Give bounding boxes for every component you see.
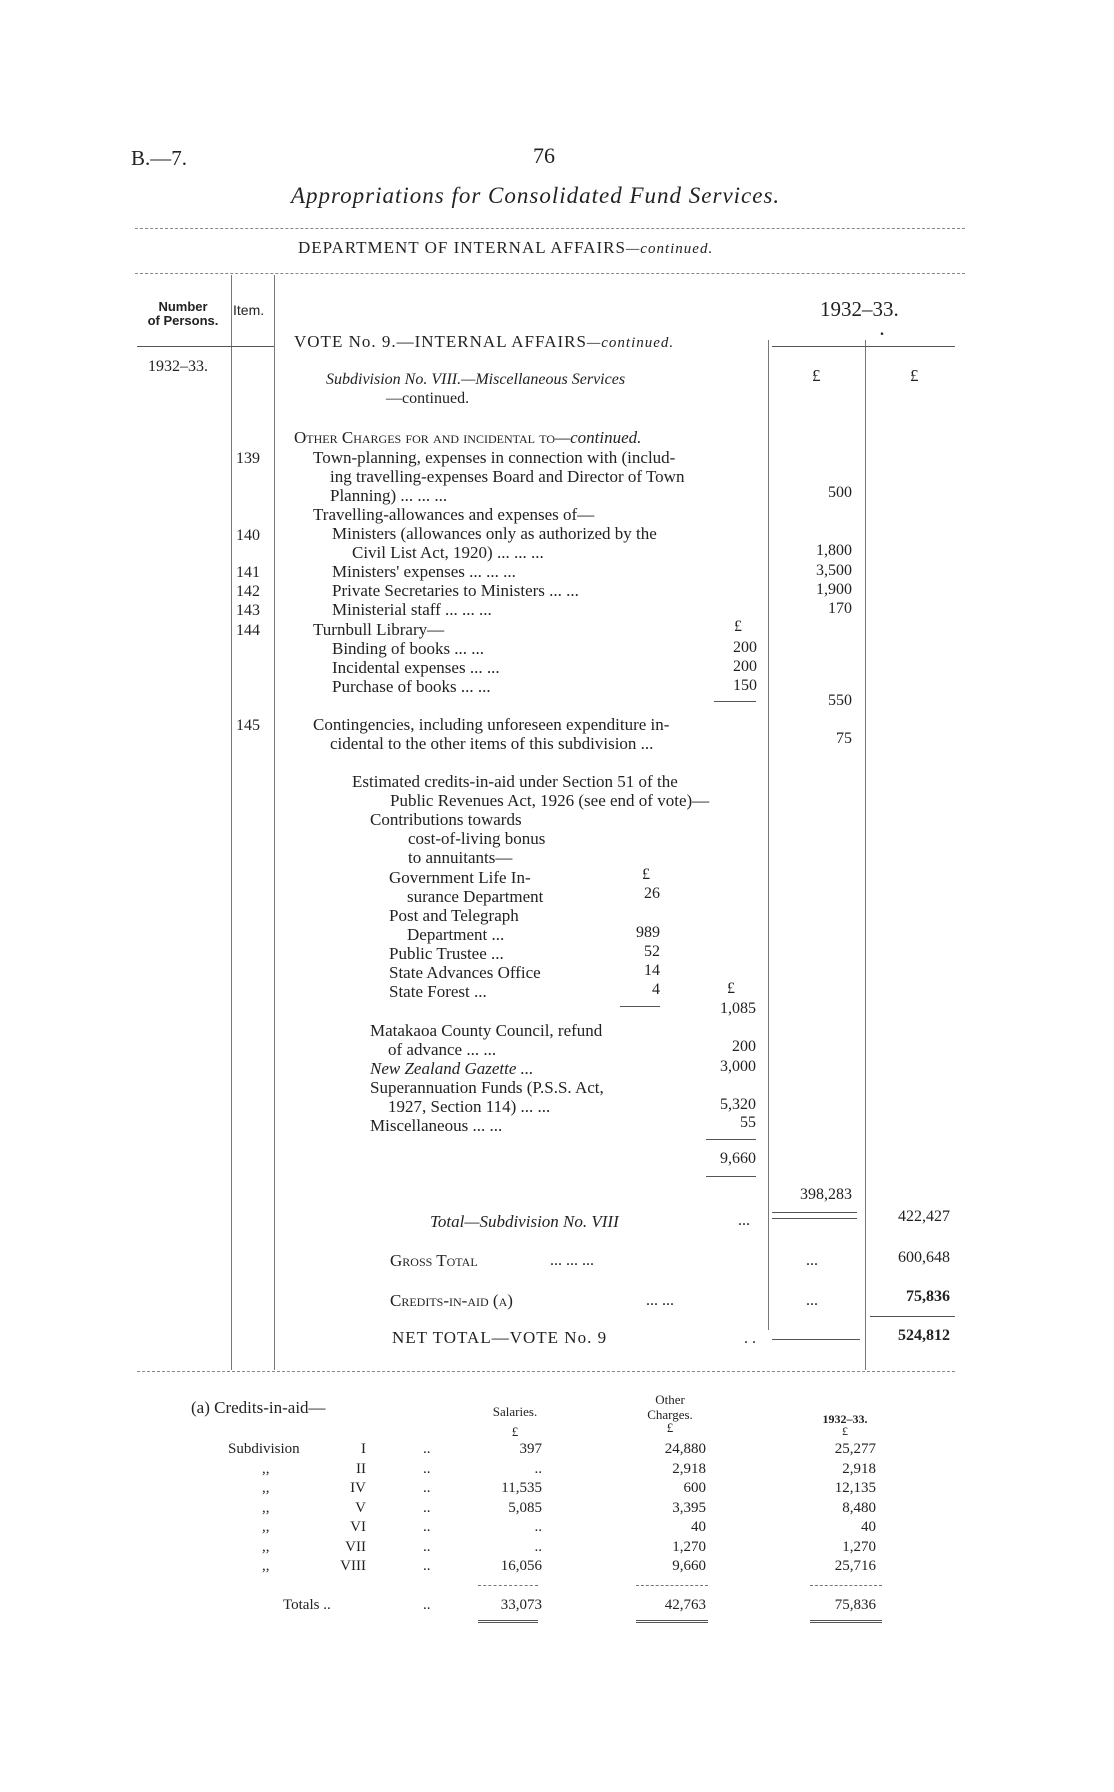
sum-column-1-rule	[772, 1212, 857, 1213]
footnote-totals-label: Totals ..	[283, 1597, 331, 1613]
footnote-year-value: 2,918	[842, 1461, 876, 1477]
footnote-subdivision-number: VI	[350, 1519, 366, 1535]
item-140-line-2: Civil List Act, 1920) ... ... ...	[352, 543, 544, 562]
footnote-subdivision-number: II	[356, 1461, 366, 1477]
turnbull-total: 550	[828, 692, 852, 709]
table-bottom-rule	[137, 1371, 955, 1372]
contribution-advances-amount: 14	[644, 962, 660, 979]
vote-title	[294, 332, 674, 352]
footnote-other-value: 1,270	[672, 1539, 706, 1555]
net-total-col1-rule	[772, 1339, 860, 1340]
footnote-ditto: ,,	[262, 1519, 270, 1535]
subdivision-line-2: —continued.	[386, 390, 470, 407]
footnote-totals-salaries: 33,073	[500, 1597, 542, 1613]
footnote-year-value: 25,716	[834, 1558, 876, 1574]
amount-column-rule-1	[768, 340, 769, 1330]
contribution-trustee-amount: 52	[644, 943, 660, 960]
contribution-forest-amount: 4	[652, 981, 660, 998]
footnote-salaries-value: 397	[519, 1441, 542, 1457]
item-number-139: 139	[236, 450, 260, 467]
credit-miscellaneous: Miscellaneous ... ...	[370, 1116, 503, 1135]
contributions-currency: £	[642, 866, 650, 883]
item-145-amount: 75	[836, 730, 852, 747]
item-145-line-1: Contingencies, including unforeseen expenditure in-	[313, 715, 670, 734]
credit-matakaoa-line-2: of advance ... ...	[388, 1040, 497, 1059]
footnote-subdivision-label: Subdivision	[228, 1441, 300, 1457]
other-charges-continued: —continued.	[555, 428, 642, 447]
footnote-ditto: ,,	[262, 1539, 270, 1555]
travelling-allowances-label: Travelling-allowances and expenses of—	[313, 505, 595, 524]
turnbull-currency: £	[734, 618, 742, 635]
item-143-amount: 170	[828, 600, 852, 617]
item-column-rule	[274, 275, 275, 1370]
footnote-other-rule	[636, 1585, 708, 1586]
contribution-post	[389, 906, 519, 944]
contribution-post-line-2: Department ...	[407, 925, 505, 944]
credit-matakaoa	[370, 1021, 602, 1059]
subdivision-total-label: Total—Subdivision No. VIII	[430, 1212, 619, 1231]
contribution-forest: State Forest ...	[389, 982, 487, 1001]
footnote-year-rule	[810, 1585, 882, 1586]
item-141-description: Ministers' expenses ... ... ...	[332, 562, 516, 581]
item-144-description: Turnbull Library—	[313, 620, 445, 639]
contribution-gli-line-1: Government Life In-	[389, 868, 531, 887]
gross-total-amount: 600,648	[898, 1249, 950, 1266]
footnote-ditto: ,,	[262, 1461, 270, 1477]
turnbull-sum-rule	[714, 701, 756, 702]
footnote-salaries-value: 5,085	[508, 1500, 542, 1516]
contributions-heading	[370, 810, 545, 867]
footnote-totals-dots: ..	[423, 1597, 431, 1613]
gross-total-dots: ... ... ...	[550, 1252, 594, 1269]
other-charges-label: Other Charges for and incidental to	[294, 428, 556, 447]
net-total-dots: . .	[744, 1330, 756, 1347]
footnote-other-value: 3,395	[672, 1500, 706, 1516]
contributions-line-3: to annuitants—	[408, 848, 513, 867]
footnote-col-other	[615, 1392, 725, 1422]
footnote-totals-year: 75,836	[834, 1597, 876, 1613]
contribution-gli-amount: 26	[644, 885, 660, 902]
footnote-other-value: 9,660	[672, 1558, 706, 1574]
amount-column-rule-2	[865, 340, 866, 1370]
page-number: 76	[533, 143, 555, 168]
item-number-145: 145	[236, 717, 260, 734]
contribution-advances: State Advances Office	[389, 963, 541, 982]
credits-intro-line-2: Public Revenues Act, 1926 (see end of vote)—	[390, 791, 710, 810]
footnote-title: (a) Credits-in-aid—	[191, 1398, 326, 1417]
credit-superannuation-line-1: Superannuation Funds (P.S.S. Act,	[370, 1078, 604, 1097]
contributions-sum-rule	[620, 1006, 660, 1007]
department-name: DEPARTMENT OF INTERNAL AFFAIRS	[298, 238, 626, 257]
header-rule	[135, 228, 965, 229]
persons-heading-line-2: of Persons.	[147, 313, 219, 328]
footnote-salaries-value: ..	[534, 1519, 542, 1535]
credit-miscellaneous-amount: 55	[740, 1114, 756, 1131]
footnote-ditto: ,,	[262, 1480, 270, 1496]
subdivision-line-1: Subdivision No. VIII.—Miscellaneous Services	[326, 371, 626, 388]
footnote-row-dots: ..	[423, 1480, 431, 1496]
turnbull-binding-amount: 200	[733, 639, 757, 656]
persons-year: 1932–33.	[148, 358, 208, 375]
turnbull-purchase-amount: 150	[733, 677, 757, 694]
item-number-142: 142	[236, 583, 260, 600]
turnbull-row-incidental: Incidental expenses ... ...	[332, 658, 500, 677]
sum-column-1-rule-lower	[772, 1218, 857, 1219]
credit-superannuation	[370, 1078, 604, 1116]
credit-gazette-amount: 3,000	[720, 1058, 756, 1075]
contribution-post-amount: 989	[636, 924, 660, 941]
contribution-trustee: Public Trustee ...	[389, 944, 504, 963]
credits-intro-line-1: Estimated credits-in-aid under Section 51 of the	[352, 772, 678, 791]
sum-column-1: 398,283	[800, 1186, 852, 1203]
footnote-cur-salaries: £	[511, 1424, 519, 1439]
item-number-141: 141	[236, 564, 260, 581]
subdivision-heading	[326, 370, 625, 408]
department-continued: —continued.	[625, 241, 714, 257]
item-142-amount: 1,900	[816, 581, 852, 598]
vote-title-continued: —continued.	[586, 335, 675, 351]
year-head-rule	[772, 346, 955, 347]
contributions-line-2: cost-of-living bonus	[408, 829, 546, 848]
footnote-row-dots: ..	[423, 1519, 431, 1535]
gross-total-label: Gross Total	[390, 1251, 478, 1270]
footnote-cur-other: £	[666, 1420, 674, 1435]
footnote-salaries-value: 16,056	[500, 1558, 542, 1574]
credit-matakaoa-line-1: Matakaoa County Council, refund	[370, 1021, 603, 1040]
turnbull-row-purchase: Purchase of books ... ...	[332, 677, 491, 696]
footnote-row-dots: ..	[423, 1461, 431, 1477]
credits-in-aid-col1: ...	[806, 1292, 818, 1309]
footnote-salaries-rule	[478, 1585, 538, 1586]
persons-heading-line-1: Number	[158, 299, 208, 314]
vote-title-main: VOTE No. 9.—INTERNAL AFFAIRS	[294, 332, 587, 351]
contribution-post-line-1: Post and Telegraph	[389, 906, 519, 925]
credit-superannuation-line-2: 1927, Section 114) ... ...	[388, 1097, 551, 1116]
net-total-label: NET TOTAL—VOTE No. 9	[392, 1328, 608, 1347]
item-139-description	[313, 448, 684, 505]
currency-heading-b: £	[910, 366, 919, 385]
item-142-description: Private Secretaries to Ministers ... ...	[332, 581, 579, 600]
item-139-line-3: Planning) ... ... ...	[330, 486, 448, 505]
credits-in-aid-dots: ... ...	[646, 1292, 674, 1309]
footnote-salaries-value: 11,535	[501, 1480, 542, 1496]
item-139-amount: 500	[828, 484, 852, 501]
credits-sum-rule	[706, 1139, 756, 1140]
item-145-line-2: cidental to the other items of this subdivision ...	[330, 734, 654, 753]
contributions-total: 1,085	[720, 1000, 756, 1017]
footnote-col-other-line-1: Other	[655, 1392, 685, 1407]
footnote-salaries-value: ..	[534, 1461, 542, 1477]
footnote-subdivision-number: VIII	[340, 1558, 366, 1574]
footnote-other-double-rule	[636, 1620, 708, 1623]
department-heading	[298, 238, 713, 258]
department-rule	[135, 273, 965, 274]
item-number-140: 140	[236, 527, 260, 544]
footnote-subdivision-number: I	[361, 1441, 366, 1457]
item-141-amount: 3,500	[816, 562, 852, 579]
contributions-line-1: Contributions towards	[370, 810, 522, 829]
item-139-line-1: Town-planning, expenses in connection with (includ-	[313, 448, 676, 467]
credits-intro	[352, 772, 709, 810]
credits-total-rule	[706, 1176, 756, 1177]
year-heading-dot: .	[880, 322, 884, 339]
footnote-salaries-value: ..	[534, 1539, 542, 1555]
item-143-description: Ministerial staff ... ... ...	[332, 600, 492, 619]
footnote-year-value: 8,480	[842, 1500, 876, 1516]
credit-superannuation-amount: 5,320	[720, 1096, 756, 1113]
footnote-other-value: 24,880	[664, 1441, 706, 1457]
item-139-line-2: ing travelling-expenses Board and Director of Town	[330, 467, 685, 486]
year-column-heading: 1932–33.	[820, 297, 899, 321]
credit-matakaoa-amount: 200	[732, 1038, 756, 1055]
footnote-other-value: 600	[683, 1480, 706, 1496]
item-number-143: 143	[236, 602, 260, 619]
credits-in-aid-amount: 75,836	[906, 1288, 950, 1305]
item-140-description	[332, 524, 657, 562]
contribution-gli	[389, 868, 543, 906]
persons-column-rule	[231, 275, 232, 1370]
subdivision-total-amount: 422,427	[898, 1208, 950, 1225]
gross-total-col1: ...	[806, 1252, 818, 1269]
credits-in-aid-label	[390, 1291, 513, 1311]
footnote-row-dots: ..	[423, 1539, 431, 1555]
turnbull-incidental-amount: 200	[733, 658, 757, 675]
footnote-year-value: 25,277	[834, 1441, 876, 1457]
credits-in-aid-text: Credits-in-aid (a)	[390, 1291, 513, 1310]
credit-gazette: New Zealand Gazette ...	[370, 1059, 534, 1078]
turnbull-row-binding: Binding of books ... ...	[332, 639, 485, 658]
footnote-cur-year: £	[842, 1424, 848, 1438]
item-140-amount: 1,800	[816, 542, 852, 559]
footnote-row-dots: ..	[423, 1500, 431, 1516]
currency-heading-a: £	[812, 366, 821, 385]
footnote-row-dots: ..	[423, 1441, 431, 1457]
footnote-year-double-rule	[810, 1620, 882, 1623]
footnote-totals-other: 42,763	[664, 1597, 706, 1613]
credits-in-aid-rule	[870, 1316, 955, 1317]
footnote-row-dots: ..	[423, 1558, 431, 1574]
footnote-subdivision-number: IV	[350, 1480, 366, 1496]
footnote-col-other-line-2: Charges.	[647, 1407, 693, 1422]
item-column-heading: Item.	[233, 302, 265, 318]
footnote-col-year: 1932–33.	[822, 1412, 868, 1426]
footnote-ditto: ,,	[262, 1500, 270, 1516]
contribution-gli-line-2: surance Department	[407, 887, 544, 906]
net-total-amount: 524,812	[898, 1327, 950, 1344]
item-145-description	[313, 715, 669, 753]
item-140-line-1: Ministers (allowances only as authorized by the	[332, 524, 657, 543]
footnote-other-value: 2,918	[672, 1461, 706, 1477]
footnote-salaries-double-rule	[478, 1620, 538, 1623]
footnote-subdivision-number: VII	[345, 1539, 366, 1555]
column-head-rule	[137, 346, 274, 347]
item-number-144: 144	[236, 622, 260, 639]
page-reference: B.—7.	[131, 146, 188, 170]
credits-outer-currency: £	[727, 980, 735, 997]
persons-column-heading	[137, 300, 229, 328]
page-title: Appropriations for Consolidated Fund Services.	[291, 183, 781, 208]
footnote-year-value: 12,135	[834, 1480, 876, 1496]
other-charges-heading	[294, 428, 641, 448]
footnote-year-value: 1,270	[842, 1539, 876, 1555]
footnote-other-value: 40	[691, 1519, 706, 1535]
credits-total: 9,660	[720, 1150, 756, 1167]
footnote-col-salaries: Salaries.	[492, 1404, 538, 1419]
footnote-ditto: ,,	[262, 1558, 270, 1574]
subdivision-total-dots: ...	[738, 1212, 750, 1229]
footnote-year-value: 40	[861, 1519, 876, 1535]
footnote-subdivision-number: V	[355, 1500, 366, 1516]
